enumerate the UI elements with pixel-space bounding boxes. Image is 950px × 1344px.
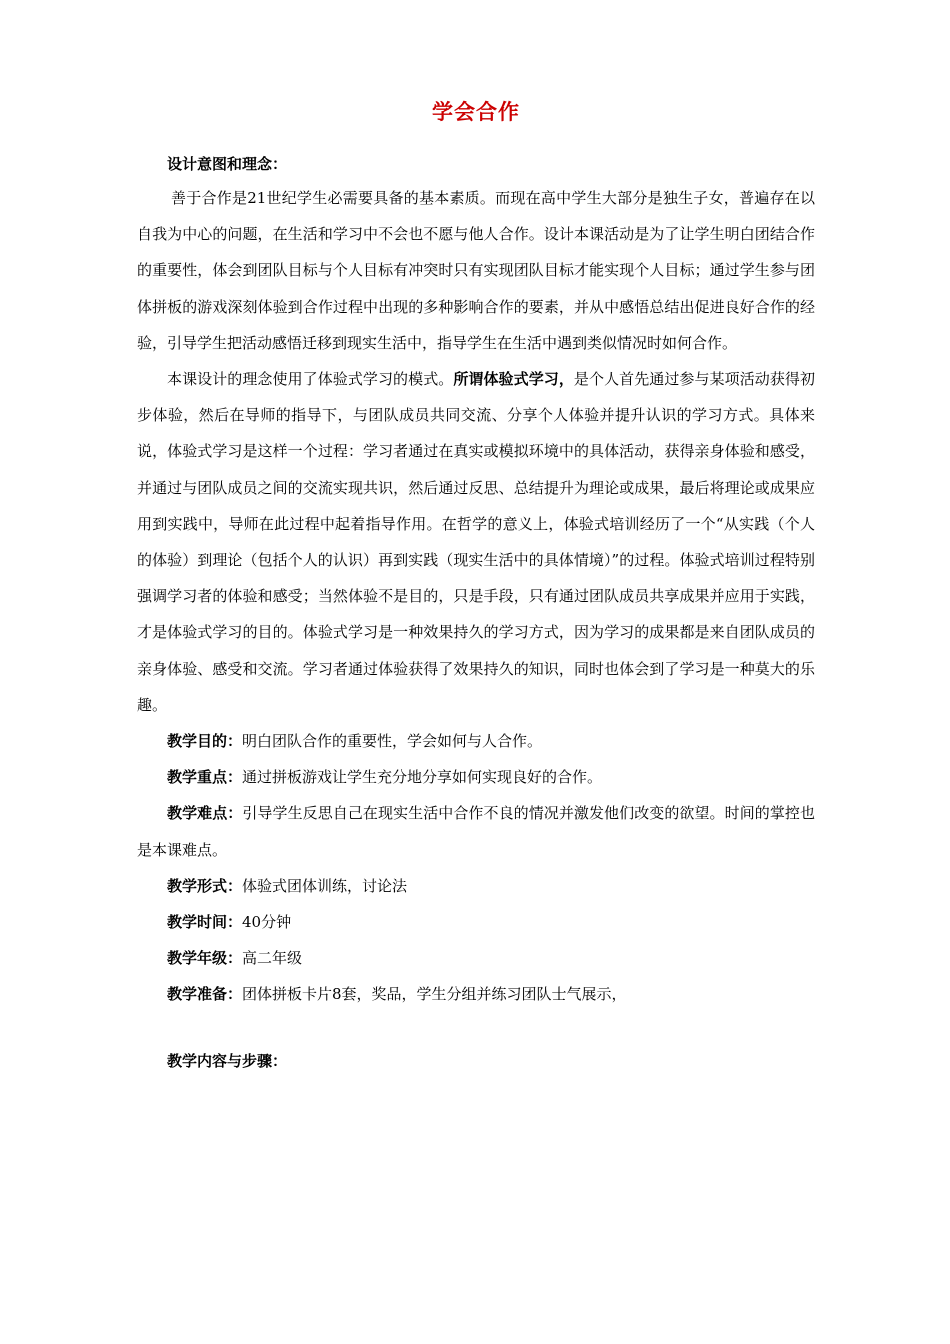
info-value: 体验式团体训练，讨论法	[242, 876, 408, 895]
document-title: 学会合作	[432, 100, 520, 124]
info-row-focus	[137, 759, 815, 795]
concept-text-body: 是个人首先通过参与某项活动获得初步体验，然后在导师的指导下，与团队成员共同交流、分享个人体验并提升认识的学习方式。具体来说，体验式学习是这样一个过程：学习者通过在真实或模拟环境中的具体活动，获得亲身体验和感受，并通过与团队成员之间的交流实现共识，然后通过反思、总结提升为理论或成果，最后将理论或成果应用到实践中，导师在此过程中起着指导作用。在哲学的意义上，体验式培训经历了一个“从实践（个人的体验）到理论（包括个人的认识）再到实践（现实生活中的具体情境）”的过程。体验式培训过程特别强调学习者的体验和感受；当然体验不是目的，只是手段，只有通过团队成员共享成果并应用于实践，才是体验式学习的目的。体验式学习是一种效果持久的学习方式，因为学习的成果都是来自团队成员的亲身体验、感受和交流。学习者通过体验获得了效果持久的知识，同时也体会到了学习是一种莫大的乐趣。	[137, 370, 815, 714]
info-row-difficulty	[137, 795, 815, 867]
info-row-time	[137, 904, 815, 940]
concept-paragraph	[137, 361, 815, 723]
info-label: 教学年级：	[167, 949, 243, 968]
steps-heading: 教学内容与步骤：	[167, 1051, 288, 1070]
info-value: 团体拼板卡片8套，奖品，学生分组并练习团队士气展示，	[242, 985, 627, 1004]
info-row-grade	[137, 940, 815, 976]
info-row-purpose	[137, 723, 815, 759]
info-value: 40分钟	[242, 913, 292, 932]
info-label: 教学时间：	[167, 913, 243, 932]
info-row-form	[137, 868, 815, 904]
concept-text-intro: 本课设计的理念使用了体验式学习的模式。	[167, 370, 454, 389]
info-value: 高二年级	[242, 949, 303, 968]
info-value: 通过拼板游戏让学生充分地分享如何实现良好的合作。	[242, 768, 603, 787]
info-label: 教学目的：	[167, 732, 243, 751]
info-value: 明白团队合作的重要性，学会如何与人合作。	[242, 732, 543, 751]
info-label: 教学形式：	[167, 876, 243, 895]
document-page	[137, 92, 815, 1079]
design-paragraph: 善于合作是21世纪学生必需要具备的基本素质。而现在高中学生大部分是独生子女，普遍存在以自我为中心的问题，在生活和学习中不会也不愿与他人合作。设计本课活动是为了让学生明白团结合作的重要性，体会到团队目标与个人目标有冲突时只有实现团队目标才能实现个人目标；通过学生参与团体拼板的游戏深刻体验到合作过程中出现的多种影响合作的要素，并从中感悟总结出促进良好合作的经验，引导学生把活动感悟迁移到现实生活中，指导学生在生活中遇到类似情况时如何合作。	[137, 189, 815, 352]
info-label: 教学难点：	[167, 804, 243, 823]
info-row-preparation	[137, 976, 815, 1012]
concept-text-bold: 所谓体验式学习，	[453, 370, 574, 389]
design-heading: 设计意图和理念：	[167, 155, 288, 173]
info-value: 引导学生反思自己在现实生活中合作不良的情况并激发他们改变的欲望。时间的掌控也是本课难点。	[137, 804, 815, 859]
info-label: 教学准备：	[167, 985, 243, 1004]
info-label: 教学重点：	[167, 768, 243, 787]
